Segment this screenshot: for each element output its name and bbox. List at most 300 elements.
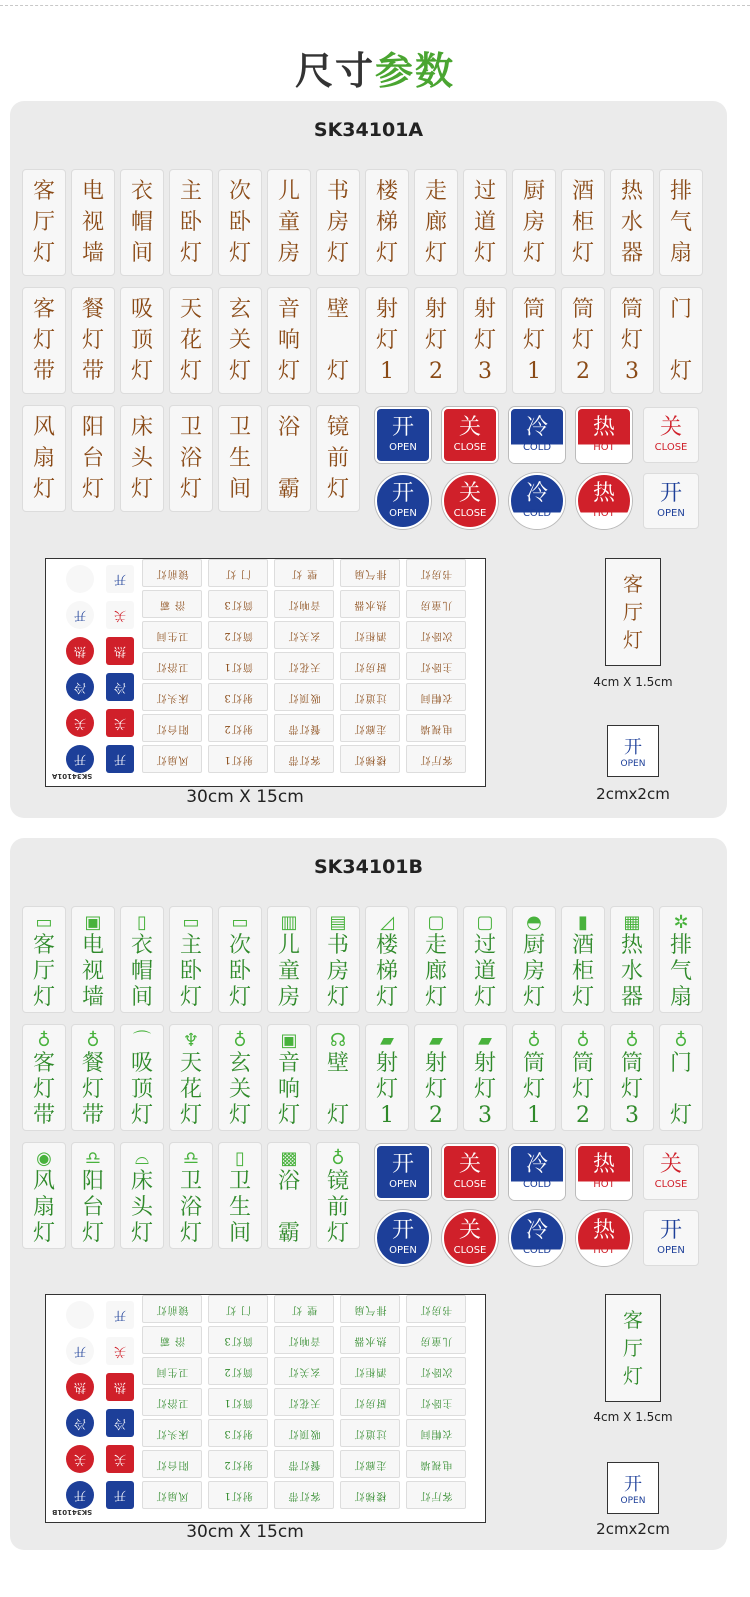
switch-zh: 关 [659, 1152, 682, 1177]
label-tile [169, 405, 213, 512]
label-tile [120, 1024, 164, 1131]
room-icon: ☊ [330, 1030, 346, 1051]
label-char [678, 1077, 685, 1103]
label-char: 灯 [522, 240, 545, 266]
label-char: 灯 [277, 358, 300, 384]
label-char: 扇 [32, 445, 55, 471]
switch-en: CLOSE [453, 508, 487, 519]
label-char: 前 [326, 445, 349, 471]
page-title [0, 40, 750, 95]
label-char: 天 [179, 1051, 202, 1076]
label-char: 灯 [81, 476, 104, 502]
label-char: 灯 [424, 1077, 447, 1102]
label-char: 灯 [179, 476, 202, 502]
label-char: 灯 [179, 1221, 202, 1246]
switch-zh: 热 [592, 1218, 615, 1243]
sheet-label: 热水器 [340, 590, 400, 618]
label-char: 楼 [375, 178, 398, 204]
room-icon: ▥ [280, 912, 298, 933]
label-grid [22, 169, 712, 519]
switch-en: COLD [522, 442, 552, 453]
label-char: 过 [473, 178, 496, 204]
label-char: 水 [620, 959, 643, 984]
switch-button [375, 473, 431, 529]
label-tile [610, 287, 654, 394]
label-char: 房 [522, 959, 545, 984]
label-tile [218, 169, 262, 276]
label-char: 房 [522, 209, 545, 235]
label-char: 间 [228, 1221, 251, 1246]
sheet-round-button: 开 [66, 1481, 94, 1509]
label-tile [414, 169, 458, 276]
sheet-label: 主卧灯 [406, 1388, 466, 1416]
switch-zh: 冷 [525, 481, 548, 506]
model-title: SK34101B [314, 856, 423, 878]
sheet-button: 开 [106, 1301, 134, 1329]
label-char: 响 [277, 327, 300, 353]
label-char: 灯 [620, 327, 643, 353]
switch-en: CLOSE [654, 1179, 688, 1190]
switch-zh: 关 [458, 481, 481, 506]
sheet-label: 过道灯 [340, 1419, 400, 1447]
label-char [335, 328, 342, 354]
label-char: 射 [375, 296, 398, 322]
sheet-label: 儿童房 [406, 1326, 466, 1354]
label-char: 玄 [228, 1051, 251, 1076]
room-icon: ▣ [84, 912, 102, 933]
sheet-button: 关 [106, 601, 134, 629]
top-dashed-divider [0, 5, 750, 6]
label-tile [316, 906, 360, 1013]
room-icon: ▢ [427, 912, 445, 933]
sample-button-tile [607, 1462, 659, 1514]
label-tile [218, 1024, 262, 1131]
sample-button-en: OPEN [620, 759, 646, 769]
sheet-label: 筒灯2 [208, 621, 268, 649]
label-char: 扇 [669, 240, 692, 266]
label-tile [659, 169, 703, 276]
sheet-label: 酒柜灯 [340, 1357, 400, 1385]
sample-label-tile [605, 1294, 661, 1402]
label-char: 灯 [522, 1077, 545, 1102]
label-tile [71, 1024, 115, 1131]
switch-en: COLD [522, 508, 552, 519]
label-char: 霸 [277, 1221, 300, 1246]
room-icon: ▦ [623, 912, 641, 933]
label-char: 3 [478, 358, 492, 384]
sheet-label: 射灯3 [208, 683, 268, 711]
label-tile [169, 287, 213, 394]
label-char: 灯 [326, 1103, 349, 1128]
label-char [335, 1077, 342, 1103]
label-char: 房 [277, 985, 300, 1010]
switch-en: OPEN [389, 508, 417, 519]
label-char: 壁 [326, 1051, 349, 1076]
sheet-round-button: 关 [66, 709, 94, 737]
sheet-button: 关 [106, 709, 134, 737]
label-char: 筒 [571, 296, 594, 322]
label-char: 厨 [522, 933, 545, 958]
label-char: 童 [277, 209, 300, 235]
label-tile [120, 287, 164, 394]
sheet-preview [45, 558, 486, 787]
switch-button [442, 407, 498, 463]
label-tile [218, 405, 262, 512]
label-char: 生 [228, 1195, 251, 1220]
label-char: 主 [179, 933, 202, 958]
sheet-size-label: 30cm X 15cm [186, 787, 304, 807]
label-tile [463, 287, 507, 394]
switch-button [442, 473, 498, 529]
label-char: 台 [81, 445, 104, 471]
sheet-label: 壁 灯 [274, 559, 334, 587]
label-char: 灯 [326, 1221, 349, 1246]
sheet-label: 筒灯3 [208, 590, 268, 618]
label-char: 过 [473, 933, 496, 958]
label-tile [365, 169, 409, 276]
label-char: 灯 [32, 1077, 55, 1102]
label-tile [169, 1142, 213, 1249]
label-char: 灯 [424, 240, 447, 266]
switch-button [509, 1144, 565, 1200]
label-char: 浴 [277, 414, 300, 440]
label-char: 顶 [130, 327, 153, 353]
room-icon: ▰ [478, 1030, 492, 1051]
label-char [286, 1195, 293, 1221]
sheet-round-button [66, 565, 94, 593]
label-char: 射 [424, 1051, 447, 1076]
sheet-label: 卫浴灯 [142, 652, 202, 680]
label-char: 卫 [179, 1169, 202, 1194]
sample-char-1: 客 [623, 1308, 643, 1332]
sheet-round-button: 开 [66, 601, 94, 629]
label-char: 间 [130, 985, 153, 1010]
label-char: 灯 [375, 240, 398, 266]
sheet-label: 筒灯2 [208, 1357, 268, 1385]
sheet-label: 门 灯 [208, 1295, 268, 1323]
label-char: 儿 [277, 933, 300, 958]
label-char: 餐 [81, 1051, 104, 1076]
label-char: 灯 [228, 358, 251, 384]
label-char: 灯 [277, 1103, 300, 1128]
sheet-label: 阳台灯 [142, 1450, 202, 1478]
label-char: 灯 [571, 240, 594, 266]
sheet-button: 开 [106, 745, 134, 773]
label-tile [316, 405, 360, 512]
label-char: 灯 [228, 985, 251, 1010]
sheet-label: 书房灯 [406, 1295, 466, 1323]
label-char: 扇 [669, 985, 692, 1010]
label-char: 客 [32, 1051, 55, 1076]
sheet-label: 床头灯 [142, 1419, 202, 1447]
label-char: 廊 [424, 959, 447, 984]
switch-button [509, 473, 565, 529]
label-tile [659, 287, 703, 394]
room-icon: ▯ [235, 1148, 245, 1169]
label-char: 气 [669, 959, 692, 984]
sample-button-zh: 开 [624, 737, 642, 758]
label-tile [316, 287, 360, 394]
sheet-label: 次卧灯 [406, 621, 466, 649]
sample-size-label: 4cm X 1.5cm [593, 675, 673, 689]
room-icon: ♁ [527, 1030, 541, 1051]
label-tile [414, 1024, 458, 1131]
switch-en: OPEN [657, 1245, 685, 1256]
label-char: 衣 [130, 178, 153, 204]
sheet-label: 浴 霸 [142, 1326, 202, 1354]
switch-button [375, 1144, 431, 1200]
sheet-code: SK34101A [52, 772, 93, 780]
label-char: 花 [179, 327, 202, 353]
label-tile [659, 906, 703, 1013]
label-tile [71, 1142, 115, 1249]
sheet-label: 吸顶灯 [274, 1419, 334, 1447]
label-tile [218, 1142, 262, 1249]
label-char: 2 [576, 358, 590, 384]
sheet-button: 热 [106, 1373, 134, 1401]
sheet-label: 书房灯 [406, 559, 466, 587]
label-char: 房 [326, 959, 349, 984]
switch-zh: 关 [458, 415, 481, 440]
room-icon: ⌓ [134, 1148, 150, 1169]
switch-en: CLOSE [453, 442, 487, 453]
sheet-label: 楼梯灯 [340, 745, 400, 773]
label-tile [561, 287, 605, 394]
sheet-inner [46, 1295, 484, 1521]
label-char: 3 [625, 358, 639, 384]
label-char: 吸 [130, 296, 153, 322]
label-char: 3 [625, 1103, 639, 1128]
label-tile [169, 906, 213, 1013]
switch-button [442, 1144, 498, 1200]
label-char: 灯 [130, 1103, 153, 1128]
label-char: 器 [620, 240, 643, 266]
switch-en: HOT [593, 1245, 615, 1256]
label-char: 风 [32, 1169, 55, 1194]
label-char: 梯 [375, 209, 398, 235]
label-char: 响 [277, 1077, 300, 1102]
sample-char-2: 厅 [623, 1336, 643, 1360]
sheet-label: 射灯2 [208, 1450, 268, 1478]
label-char: 排 [669, 178, 692, 204]
bed-icon: ▭ [182, 912, 200, 933]
label-char: 筒 [571, 1051, 594, 1076]
switch-zh: 冷 [525, 1218, 548, 1243]
label-tile [610, 169, 654, 276]
sample-size-label: 4cm X 1.5cm [593, 1410, 673, 1424]
sheet-label: 餐灯带 [274, 714, 334, 742]
sheet-label: 次卧灯 [406, 1357, 466, 1385]
label-char: 筒 [522, 296, 545, 322]
label-char: 楼 [375, 933, 398, 958]
label-char: 霸 [277, 476, 300, 502]
label-char: 道 [473, 959, 496, 984]
room-icon: ▩ [280, 1148, 298, 1169]
sheet-label: 楼梯灯 [340, 1481, 400, 1509]
label-char: 音 [277, 1051, 300, 1076]
label-tile [71, 405, 115, 512]
label-char: 生 [228, 445, 251, 471]
label-char: 灯 [473, 327, 496, 353]
label-char: 灯 [32, 476, 55, 502]
label-tile [512, 1024, 556, 1131]
label-char: 灯 [669, 1103, 692, 1128]
label-char: 柜 [571, 209, 594, 235]
label-tile [365, 1024, 409, 1131]
label-char: 灯 [571, 1077, 594, 1102]
label-char: 带 [81, 1103, 104, 1128]
sheet-label: 酒柜灯 [340, 621, 400, 649]
switch-en: HOT [593, 508, 615, 519]
sheet-label: 天花灯 [274, 1388, 334, 1416]
label-char: 热 [620, 933, 643, 958]
sheet-label: 客厅灯 [406, 745, 466, 773]
label-char: 2 [576, 1103, 590, 1128]
label-tile [365, 287, 409, 394]
label-tile [267, 1142, 311, 1249]
sheet-label: 射灯2 [208, 714, 268, 742]
switch-zh: 开 [391, 1218, 414, 1243]
sample-char-2: 厅 [623, 600, 643, 624]
label-char: 梯 [375, 959, 398, 984]
label-tile [316, 1024, 360, 1131]
sheet-label: 客灯带 [274, 745, 334, 773]
label-char: 1 [380, 358, 394, 384]
label-tile [120, 169, 164, 276]
label-char: 顶 [130, 1077, 153, 1102]
switch-zh: 关 [458, 1218, 481, 1243]
sheet-button: 开 [106, 1481, 134, 1509]
label-char: 台 [81, 1195, 104, 1220]
switch-button [576, 1210, 632, 1266]
label-char: 灯 [424, 985, 447, 1010]
room-icon: ▰ [380, 1030, 394, 1051]
title-part-1: 尺寸 [294, 49, 375, 93]
sheet-label: 餐灯带 [274, 1450, 334, 1478]
label-char: 头 [130, 1195, 153, 1220]
label-char: 带 [32, 358, 55, 384]
label-char: 水 [620, 209, 643, 235]
switch-en: OPEN [657, 508, 685, 519]
label-char: 灯 [32, 240, 55, 266]
label-char: 阳 [81, 414, 104, 440]
room-icon: ♁ [576, 1030, 590, 1051]
label-char: 灯 [375, 1077, 398, 1102]
label-tile [22, 906, 66, 1013]
label-char: 浴 [277, 1169, 300, 1194]
sheet-label: 筒灯1 [208, 652, 268, 680]
sheet-label: 音响灯 [274, 1326, 334, 1354]
sheet-label: 射灯3 [208, 1419, 268, 1447]
switch-zh: 关 [458, 1152, 481, 1177]
label-char: 灯 [32, 985, 55, 1010]
sheet-label: 卫浴灯 [142, 1388, 202, 1416]
label-char: 灯 [669, 358, 692, 384]
label-char: 灯 [522, 327, 545, 353]
label-char: 天 [179, 296, 202, 322]
label-char: 音 [277, 296, 300, 322]
label-tile [267, 405, 311, 512]
label-char: 灯 [326, 240, 349, 266]
label-tile [71, 906, 115, 1013]
model-title: SK34101A [313, 119, 424, 141]
label-char: 风 [32, 414, 55, 440]
sheet-button: 关 [106, 1337, 134, 1365]
label-tile [512, 169, 556, 276]
label-char: 1 [527, 1103, 541, 1128]
label-char: 卫 [179, 414, 202, 440]
label-char: 灯 [179, 1103, 202, 1128]
label-char [678, 328, 685, 354]
sheet-label: 排气扇 [340, 1295, 400, 1323]
switch-zh: 开 [391, 415, 414, 440]
label-char: 灯 [473, 985, 496, 1010]
sheet-label: 走廊灯 [340, 714, 400, 742]
switch-en: OPEN [389, 1179, 417, 1190]
label-char: 电 [81, 933, 104, 958]
label-grid [22, 906, 712, 1256]
sheet-label: 客灯带 [274, 1481, 334, 1509]
switch-zh: 关 [659, 415, 682, 440]
label-char: 射 [375, 1051, 398, 1076]
label-tile [414, 287, 458, 394]
sheet-label: 过道灯 [340, 683, 400, 711]
label-char: 厅 [32, 959, 55, 984]
label-char: 帽 [130, 959, 153, 984]
panel-sk34101a [10, 101, 727, 818]
label-char: 头 [130, 445, 153, 471]
switch-button [442, 1210, 498, 1266]
room-icon: ♁ [625, 1030, 639, 1051]
sheet-label: 吸顶灯 [274, 683, 334, 711]
sheet-button: 关 [106, 1445, 134, 1473]
label-char: 客 [32, 296, 55, 322]
label-tile [561, 169, 605, 276]
sheet-label: 镜前灯 [142, 1295, 202, 1323]
label-tile [22, 169, 66, 276]
switch-button [375, 1210, 431, 1266]
label-tile [267, 287, 311, 394]
label-char: 灯 [522, 985, 545, 1010]
label-char: 衣 [130, 933, 153, 958]
label-char: 镜 [326, 414, 349, 440]
label-char: 浴 [179, 1195, 202, 1220]
sheet-label: 排气扇 [340, 559, 400, 587]
label-char: 灯 [32, 327, 55, 353]
label-tile [512, 287, 556, 394]
switch-button [643, 407, 699, 463]
switch-en: COLD [522, 1179, 552, 1190]
label-char: 灯 [179, 985, 202, 1010]
label-char: 间 [228, 476, 251, 502]
label-tile [22, 1024, 66, 1131]
switch-en: CLOSE [453, 1179, 487, 1190]
sheet-label: 衣帽间 [406, 1419, 466, 1447]
sample-button-zh: 开 [624, 1474, 642, 1495]
switch-zh: 开 [391, 481, 414, 506]
switch-button [375, 407, 431, 463]
label-char: 客 [32, 933, 55, 958]
label-tile [463, 1024, 507, 1131]
label-char: 童 [277, 959, 300, 984]
label-char: 卧 [179, 959, 202, 984]
sheet-inner [46, 559, 484, 785]
room-icon: ♎ [182, 1148, 200, 1169]
label-char: 灯 [473, 240, 496, 266]
label-char: 书 [326, 178, 349, 204]
label-char: 餐 [81, 296, 104, 322]
switch-button [576, 473, 632, 529]
